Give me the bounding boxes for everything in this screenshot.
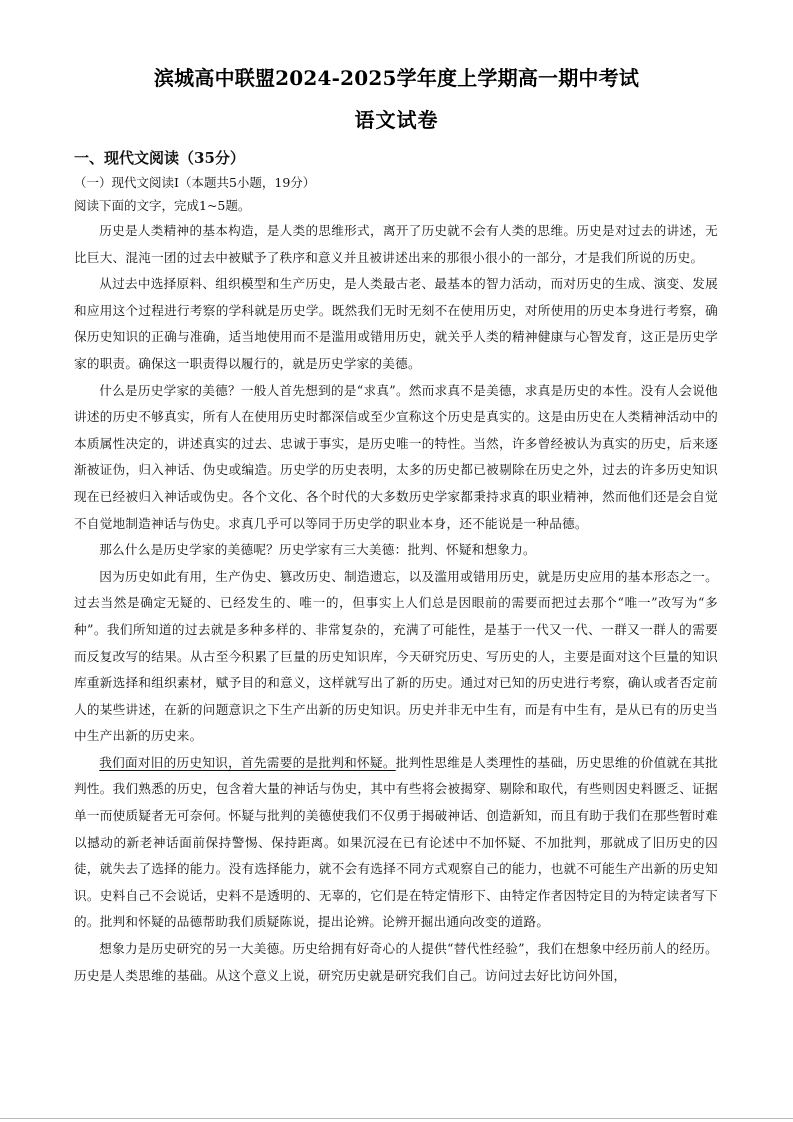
passage-paragraph-2: 从过去中选择原料、组织模型和生产历史，是人类最古老、最基本的智力活动，而对历史的生成、演变、发展和应用这个过程进行考察的学科就是历史学。既然我们无时无刻不在使用历史，对所使用的历史本身进行考察，确保历史知识的正确与准确，适当地使用而不是滥用或错用历史，就关乎人类的精神健康与心智发育，这正是历史学家的职责。确保这一职责得以履行的，就是历史学家的美德。	[74, 276, 718, 371]
section-heading: 一、现代文阅读（35分）	[74, 149, 245, 167]
passage-paragraph-6-rest: 批判性思维是人类理性的基础，历史思维的价值就在其批判性。我们熟悉的历史，包含着大量的神话与伪史，其中有些将会被揭穿、剔除和取代，有些则因史料匮乏、证据单一而使质疑者无可奈何。怀疑与批判的美德使我们不仅勇于揭破神话、创造新知，而且有助于我们在那些暂时难以撼动的新老神话面前保持警惕、保持距离。如果沉浸在已有论述中不加怀疑、不加批判，那就成了旧历史的囚徒，就失去了选择的能力。没有选择能力，就不会有选择不同方式观察自己的能力，也就不可能生产出新的历史知识。史料自己不会说话，史料不是透明的、无辜的，它们是在特定情形下、由特定作者因特定目的为特定读者写下的。批判和怀疑的品德帮助我们质疑陈说，提出论辨。论辨开掘出通向改变的道路。	[74, 754, 719, 930]
section-subheading: （一）现代文阅读Ⅰ（本题共5小题，19分）	[74, 175, 316, 190]
page-bottom-divider	[0, 1118, 793, 1119]
passage-paragraph-6	[74, 750, 718, 936]
reading-instruction: 阅读下面的文字，完成1~5题。	[74, 198, 251, 213]
exam-title: 滨城高中联盟2024-2025学年度上学期高一期中考试	[153, 66, 640, 90]
underlined-sentence: 我们面对旧的历史知识，首先需要的是批判和怀疑。	[99, 754, 396, 770]
reading-passage	[74, 218, 718, 989]
passage-paragraph-1: 历史是人类精神的基本构造，是人类的思维形式，离开了历史就不会有人类的思维。历史是对过去的讲述，无比巨大、混沌一团的过去中被赋予了秩序和意义并且被讲述出来的那很小很小的一部分，才是我们所说的历史。	[74, 223, 718, 265]
passage-paragraph-7: 想象力是历史研究的另一大美德。历史给拥有好奇心的人提供“替代性经验”，我们在想象中经历前人的经历。历史是人类思维的基础。从这个意义上说，研究历史就是研究我们自己。访问过去好比访问外国，	[74, 941, 718, 983]
passage-paragraph-5: 因为历史如此有用，生产伪史、篡改历史、制造遗忘，以及滥用或错用历史，就是历史应用的基本形态之一。过去当然是确定无疑的、已经发生的、唯一的，但事实上人们总是因眼前的需要而把过去那个“唯一”改写为“多种”。我们所知道的过去就是多种多样的、非常复杂的，充满了可能性，是基于一代又一代、一群又一群人的需要而反复改写的结果。从古至今积累了巨量的历史知识库，今天研究历史、写历史的人，主要是面对这个巨量的知识库重新选择和组织素材，赋予目的和意义，这样就写出了新的历史。通过对已知的历史进行考察，确认或者否定前人的某些讲述，在新的问题意识之下生产出新的历史知识。历史并非无中生有，而是有中生有，是从已有的历史当中生产出新的历史来。	[74, 568, 718, 744]
passage-paragraph-3: 什么是历史学家的美德？一般人首先想到的是“求真”。然而求真不是美德，求真是历史的本性。没有人会说他讲述的历史不够真实，所有人在使用历史时都深信或至少宣称这个历史是真实的。这是由历史在人类精神活动中的本质属性决定的，讲述真实的过去、忠诚于事实，是历史唯一的特性。当然，许多曾经被认为真实的历史，后来逐渐被证伪，归入神话、伪史或编造。历史学的历史表明，太多的历史都已被剔除在历史之外，过去的许多历史知识现在已经被归入神话或伪史。各个文化、各个时代的大多数历史学家都秉持求真的职业精神，然而他们还是会自觉不自觉地制造神话与伪史。求真几乎可以等同于历史学的职业本身，还不能说是一种品德。	[74, 382, 718, 531]
exam-subtitle: 语文试卷	[354, 108, 439, 132]
passage-paragraph-4: 那么什么是历史学家的美德呢？历史学家有三大美德：批判、怀疑和想象力。	[99, 542, 536, 558]
